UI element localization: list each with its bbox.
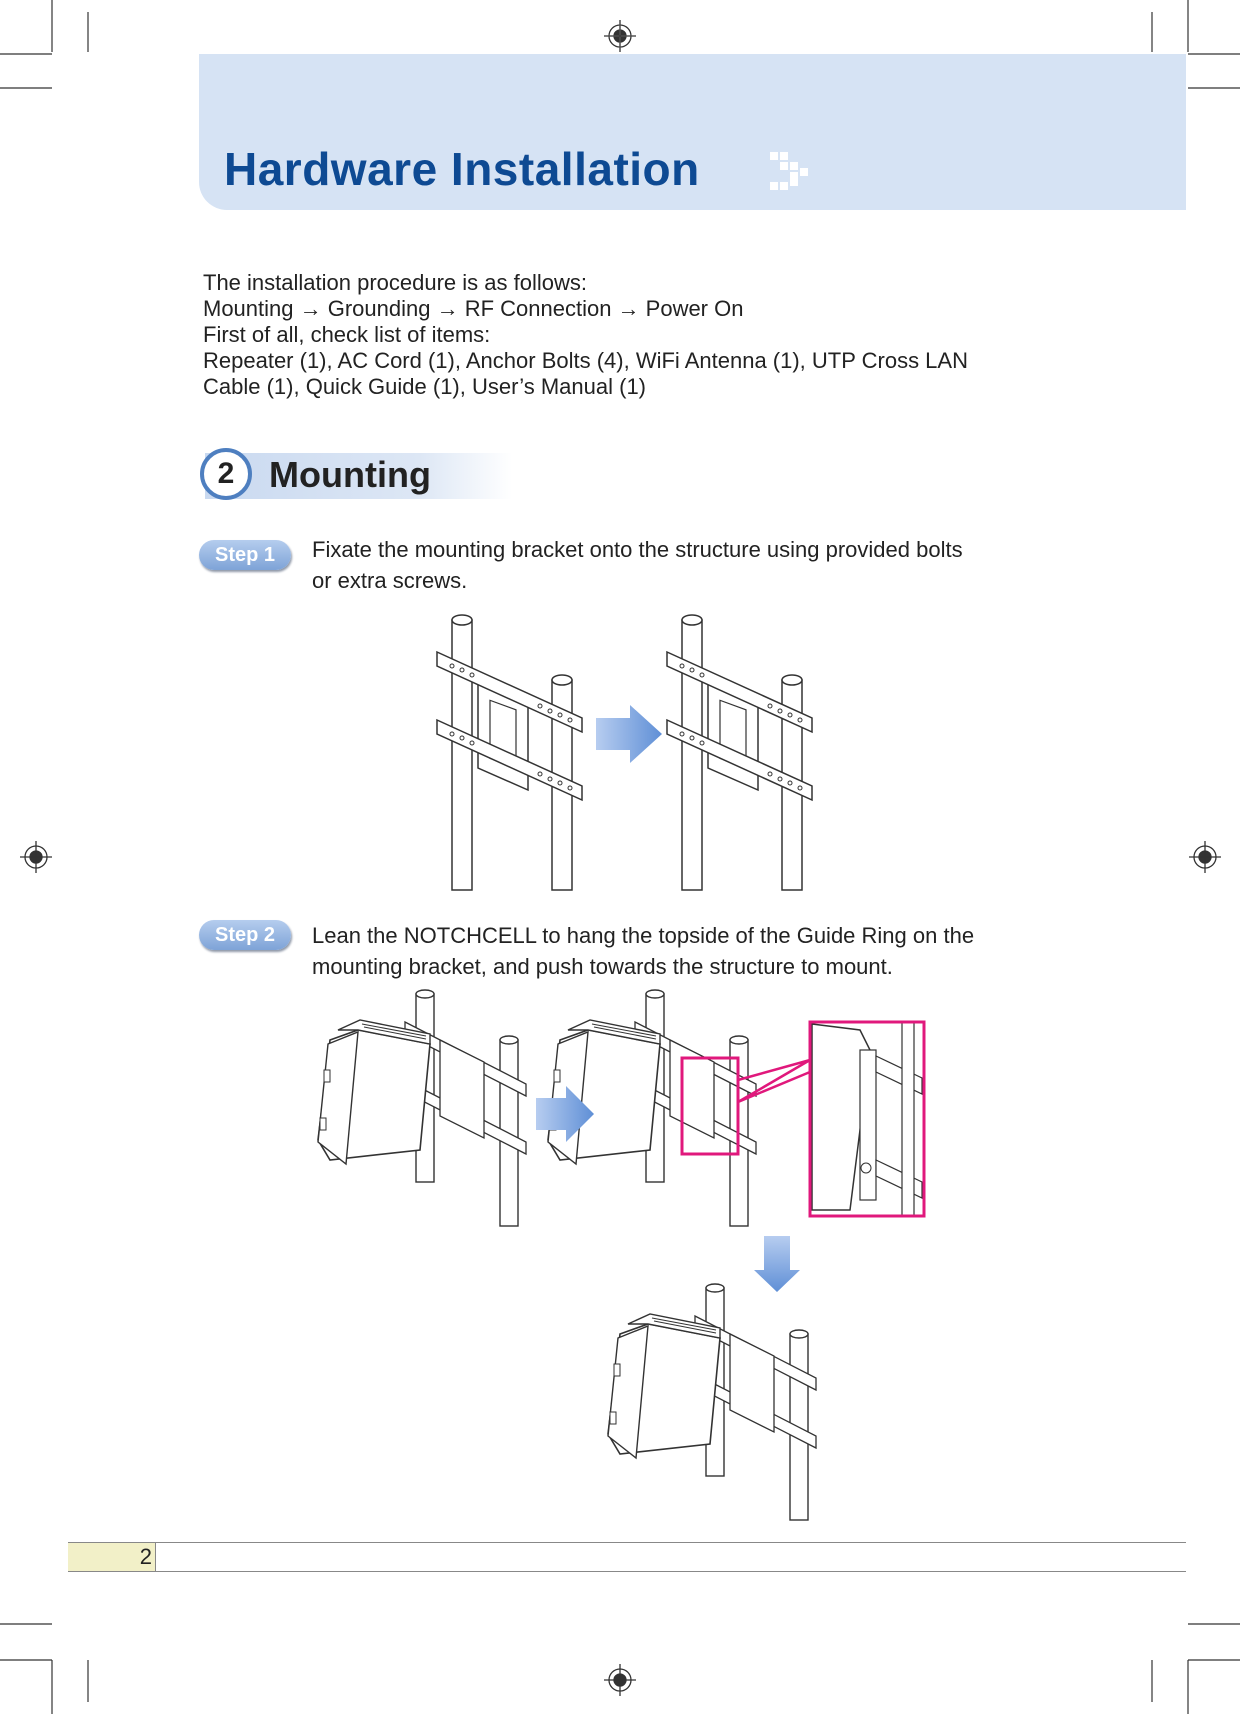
intro-line: The installation procedure is as follows: xyxy=(203,270,587,295)
detail-zoom xyxy=(810,1022,924,1216)
step-1-line: or extra screws. xyxy=(312,568,468,593)
footer-rule-top xyxy=(68,1542,1186,1543)
intro-line: Mounting → Grounding → RF Connection → Power On xyxy=(203,296,744,321)
intro-line: First of all, check list of items: xyxy=(203,322,491,347)
intro-line: Repeater (1), AC Cord (1), Anchor Bolts (4), WiFi Antenna (1), UTP Cross LAN xyxy=(203,348,968,373)
footer-separator xyxy=(155,1543,156,1571)
step-1-line: Fixate the mounting bracket onto the structure using provided bolts xyxy=(312,537,963,562)
step-2-line: mounting bracket, and push towards the structure to mount. xyxy=(312,954,893,979)
arrow-down-icon xyxy=(754,1236,800,1292)
intro-line: Cable (1), Quick Guide (1), User’s Manual (1) xyxy=(203,374,647,399)
step-2-badge: Step 2 xyxy=(199,920,291,950)
step-1-badge: Step 1 xyxy=(199,540,291,570)
step-2-line: Lean the NOTCHCELL to hang the topside of the Guide Ring on the xyxy=(312,923,975,948)
section-title: Mounting xyxy=(269,454,431,495)
section-number: 2 xyxy=(200,448,252,500)
footer-rule-bottom xyxy=(68,1571,1186,1572)
page-title: Hardware Installation xyxy=(224,143,700,195)
page-number: 2 xyxy=(139,1544,152,1569)
